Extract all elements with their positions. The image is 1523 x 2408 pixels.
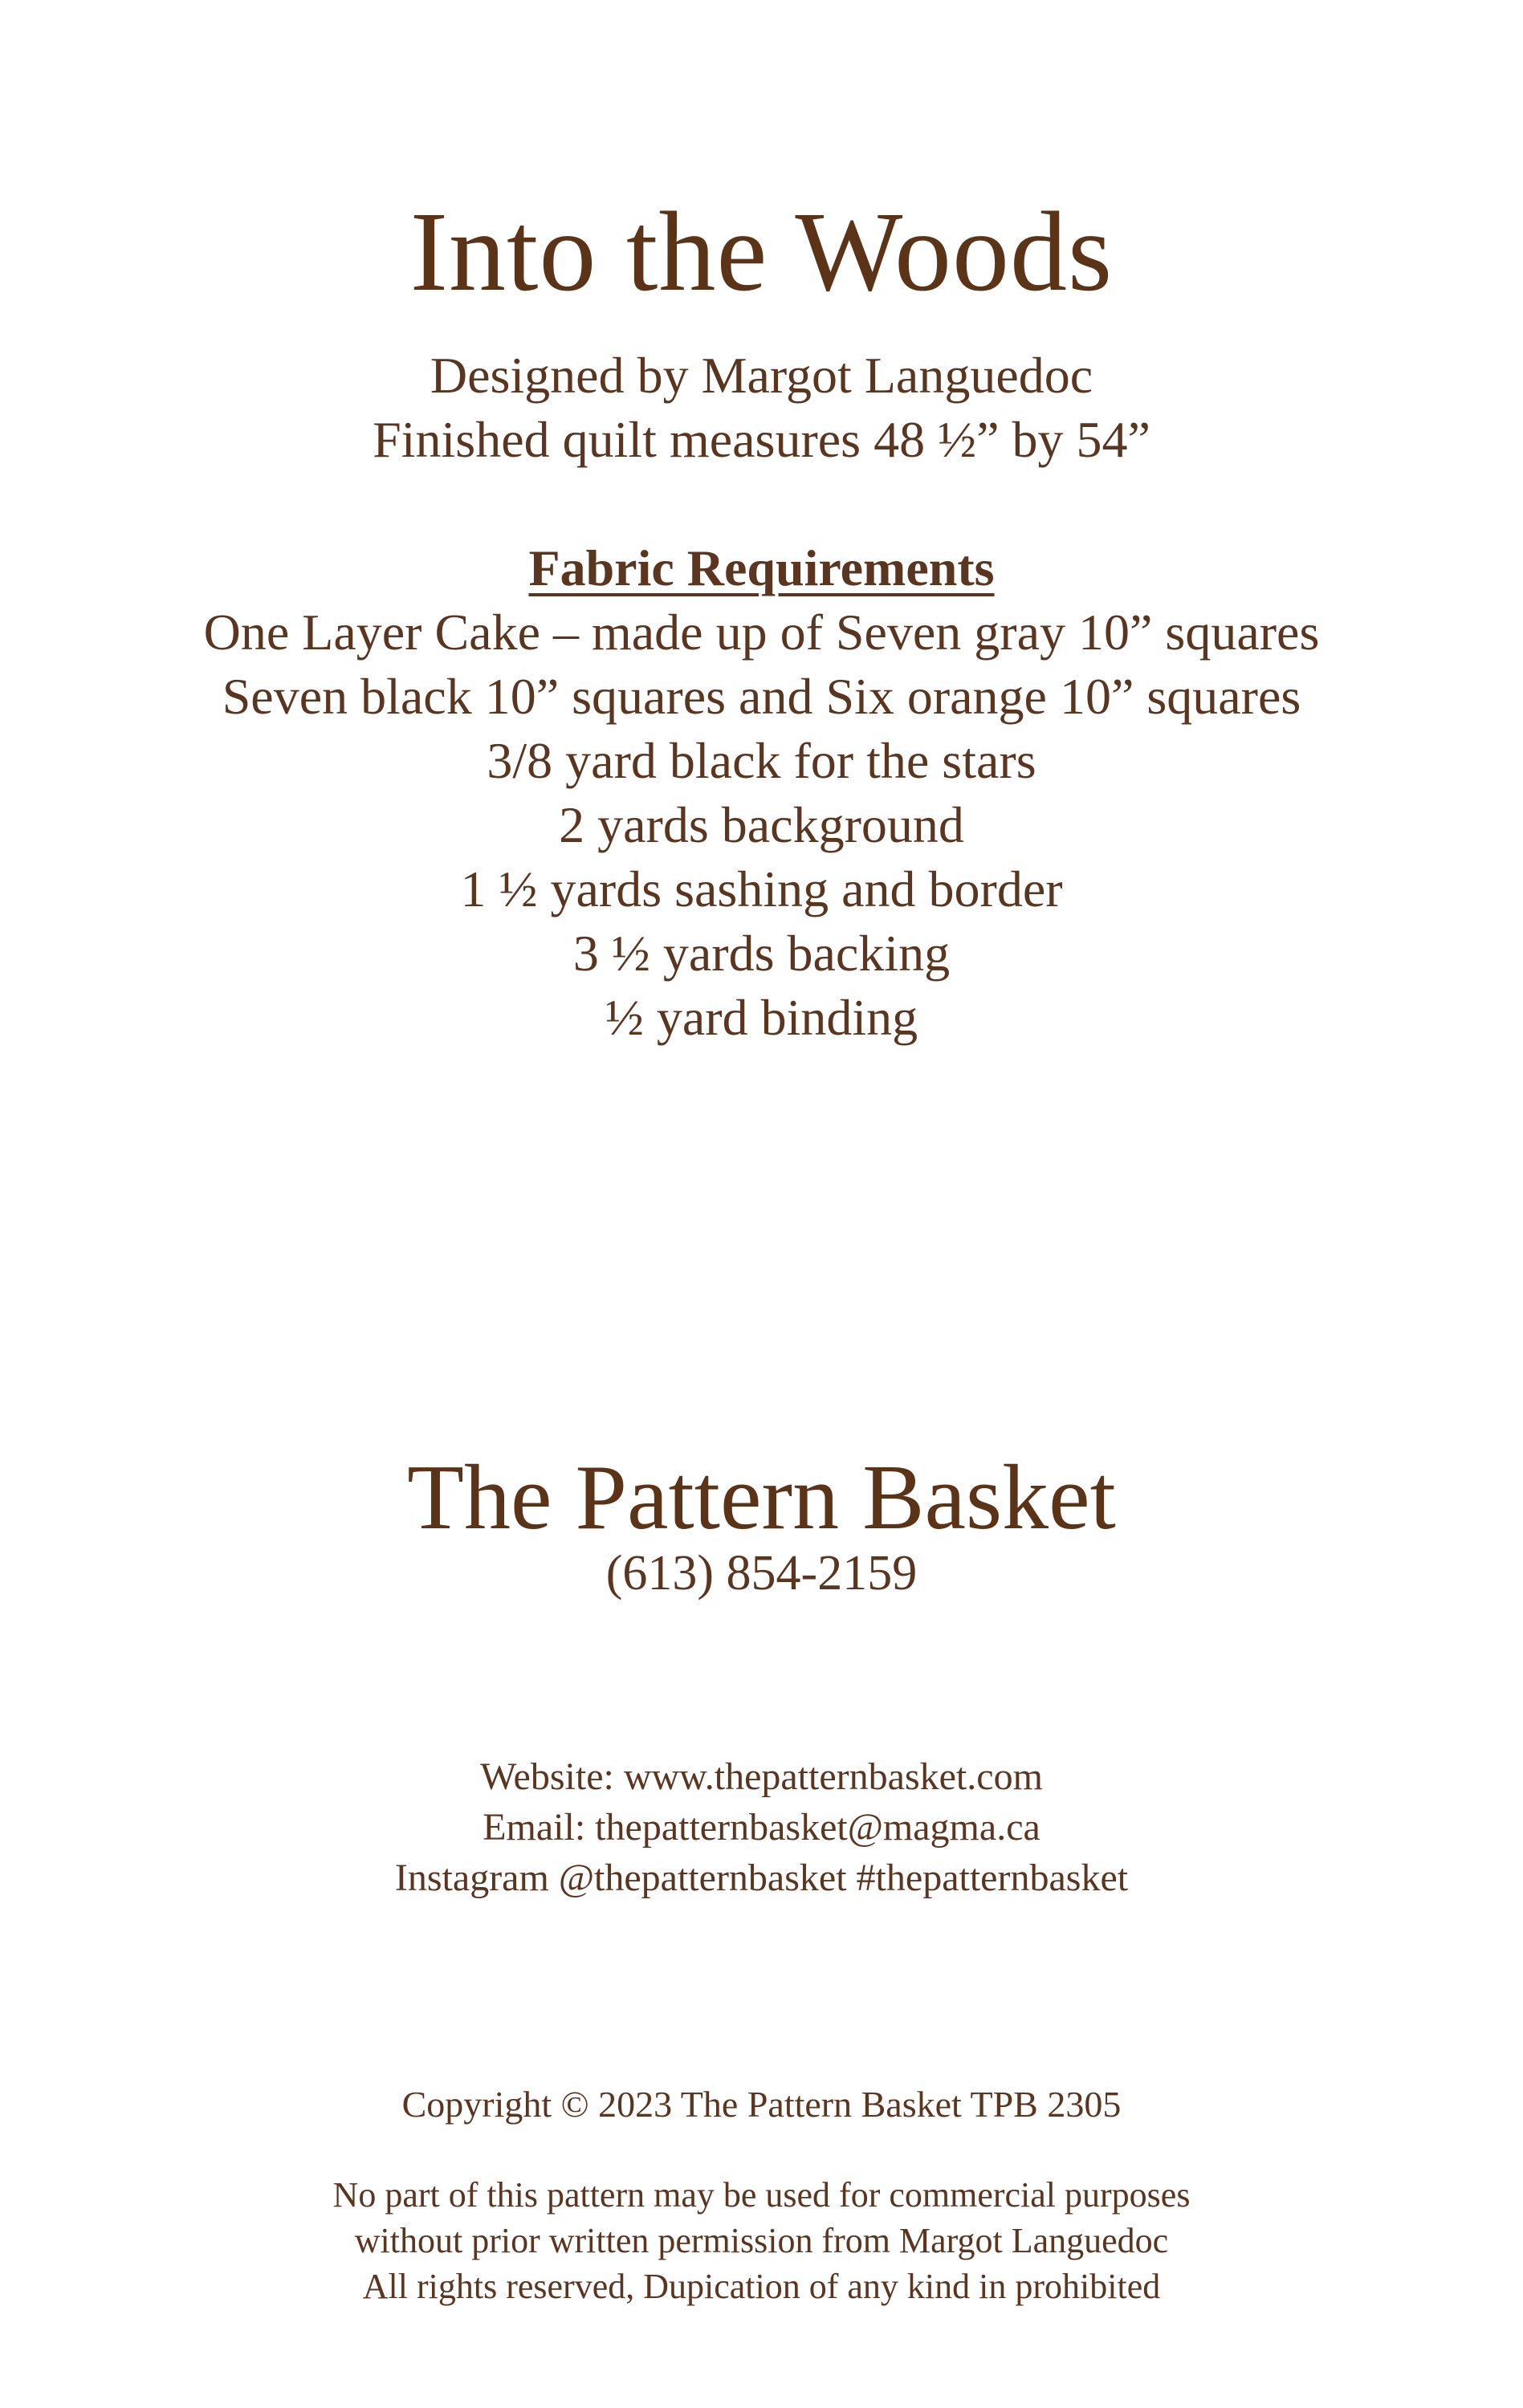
pattern-title: Into the Woods	[409, 188, 1114, 315]
brand-name: The Pattern Basket	[407, 1446, 1116, 1549]
contact-info	[0, 1751, 1523, 1903]
fabric-line: 1 ½ yards sashing and border	[460, 860, 1063, 917]
legal-line: All rights reserved, Dupication of any kind in prohibited	[362, 2267, 1161, 2306]
designer-credit: Designed by Margot Languedoc	[430, 347, 1093, 404]
fabric-requirements-heading	[0, 536, 1523, 600]
fabric-line: Seven black 10” squares and Six orange 10” squares	[222, 668, 1301, 725]
quilt-measurements: Finished quilt measures 48 ½” by 54”	[373, 411, 1150, 468]
fabric-requirements-heading-text: Fabric Requirements	[528, 539, 995, 596]
copyright-notice: Copyright © 2023 The Pattern Basket TPB 2305	[401, 2084, 1122, 2125]
email-link[interactable]: Email: thepatternbasket@magma.ca	[483, 1806, 1040, 1849]
brand-phone: (613) 854-2159	[605, 1546, 918, 1601]
fabric-line: 2 yards background	[559, 796, 964, 853]
fabric-line: 3/8 yard black for the stars	[487, 732, 1036, 789]
legal-line: without prior written permission from Margot Languedoc	[354, 2221, 1169, 2260]
legal-notice	[0, 2172, 1523, 2309]
website-link[interactable]: Website: www.thepatternbasket.com	[480, 1755, 1043, 1798]
fabric-requirements-list	[0, 600, 1523, 1050]
fabric-line: One Layer Cake – made up of Seven gray 10” squares	[203, 604, 1320, 661]
instagram-handle[interactable]: Instagram @thepatternbasket #thepatternbasket	[394, 1857, 1129, 1899]
legal-line: No part of this pattern may be used for commercial purposes	[332, 2175, 1191, 2215]
pattern-info	[0, 344, 1523, 472]
fabric-line: ½ yard binding	[605, 989, 918, 1046]
fabric-line: 3 ½ yards backing	[572, 925, 951, 982]
